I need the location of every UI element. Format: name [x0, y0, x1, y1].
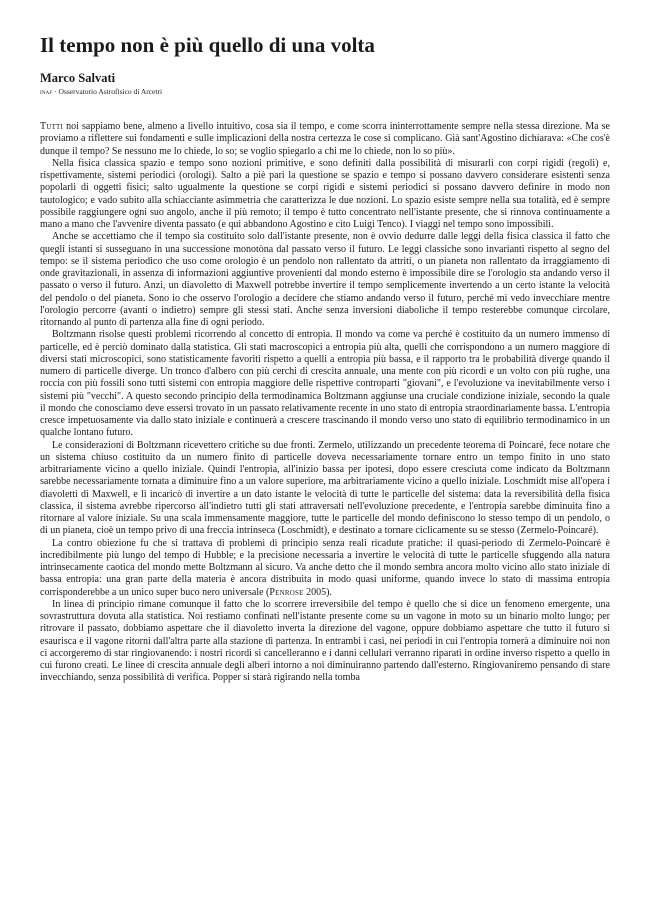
- affiliation-abbr: inaf: [40, 87, 53, 96]
- citation-author: Penrose: [269, 586, 304, 598]
- affiliation-separator: ·: [52, 87, 59, 96]
- lead-in-word: Tutti: [40, 121, 64, 132]
- paragraph-5: Le considerazioni di Boltzmann ricevettero critiche su due fronti. Zermelo, utilizzando un precedente teorema di Poincaré, fece notare che un sistema chiuso costituito da un numero finito di particelle doveva necessariamente tornare entro un tempo finito in uno stato arbitrariamente vicino a quello iniziale. Quindi l'entropia, all'inizio bassa per ipotesi, dopo essere cresciuta come indicato da Boltzmann sarebbe necessariamente tornata a diminuire fino a un valore superiore, ma arbitrariamente vicino a quello iniziale. Loschmidt mise all'opera i diavoletti di Maxwell, e li incaricò di invertire a un dato istante le velocità di tutte le particelle del sistema: data la reversibilità della fisica classica, il sistema avrebbe ripercorso all'indietro tutti gli stati attraversati nell'evoluzione precedente, e l'entropia sarebbe diminuita fino a ritornare al valore iniziale. Su una scala immensamente maggiore, tutte le particelle del mondo definiscono lo stesso tempo di un pendolo, o di un pianeta, cioè un tempo privo di una freccia intrinseca (Loschmidt), e destinato a tornare ciclicamente su se stesso (Zermelo-Poincaré).: [40, 439, 610, 537]
- article-body: [40, 121, 610, 685]
- affiliation-name: Osservatorio Astrofisico di Arcetri: [58, 87, 163, 96]
- paragraph-7: In linea di principio rimane comunque il fatto che lo scorrere irreversibile del tempo è quello che si dice un fenomeno emergente, una sovrastruttura dovuta alla statistica. Noi restiamo confinati nell'istante presente come su un vagone in moto su un binario molto lungo; per ritrovare il passato, dobbiamo aspettare che il diavoletto inverta la direzione del vagone, oppure dobbiamo aspettare che tutto il futuro si esaurisca e il vagone ritorni dall'altra parte alla stazione di partenza. In entrambi i casi, nei periodi in cui l'entropia tornerà a diminuire noi non ci accorgeremo di star ringiovanendo: i nostri ricordi si cancelleranno e i danni cellulari verranno riparati in ordine inverso rispetto a quello in cui furono creati. Le linee di crescita annuale degli alberi intorno a noi diminuiranno partendo dall'esterno. Ringiovaniremo pensando di stare invecchiando, senza possibilità di verifica. Popper si starà rigirando nella tomba: [40, 598, 610, 684]
- paragraph-3: Anche se accettiamo che il tempo sia costituito solo dall'istante presente, non è ovvio dedurre dalle leggi della fisica classica il fatto che quegli istanti si susseguano in una successione monotòna dal passato verso il futuro. Le leggi classiche sono invarianti rispetto al segno del tempo: se il sistema periodico che uso come orologio è un pendolo non rallentato da attriti, o un pianeta non rallentato da irraggiamento di onde gravitazionali, in assenza di informazioni aggiuntive provenienti dal mondo esterno è impossibile dire se l'orologio sta andando verso il passato o verso il futuro. Anzi, un diavoletto di Maxwell potrebbe invertire il tempo semplicemente invertendo a un certo istante la velocità del pendolo o del pianeta. Sono io che osservo l'orologio a decidere che stiamo andando verso il futuro, perché mi vedo invecchiare mentre l'orologio percorre (avanti o indietro) sempre gli stessi stati. Anche senza inversioni diaboliche il tempo resterebbe comunque circolare, ritornando al punto di partenza alla fine di ogni periodo.: [40, 231, 610, 328]
- paragraph-2: Nella fisica classica spazio e tempo sono nozioni primitive, e sono definiti dalla possibilità di misurarli con corpi rigidi (regoli) e, rispettivamente, sistemi periodici (orologi). Salto a piè pari la questione se spazio e tempo si possano davvero considerare esistenti senza popolarli di oggetti fisici; salto ugualmente la questione se corpi rigidi e sistemi periodici si possano davvero definire in modo non tautologico; e vado subito alla schiacciante asimmetria che caratterizza le due nozioni. Lo spazio esiste sempre nella sua totalità, ed è sempre possibile raggiungere ogni suo angolo, anche il più remoto; il tempo è tutto concentrato nell'istante presente, che si rinnova continuamente a mano a mano che l'avvenire diventa passato (e qui abbandono Agostino e cito Luigi Tenco). I viaggi nel tempo sono impossibili.: [40, 157, 610, 230]
- paragraph-4: Boltzmann risolse questi problemi ricorrendo al concetto di entropia. Il mondo va come va perché è costituito da un numero immenso di particelle, ed è perciò dominato dalla statistica. Gli stati macroscopici a entropia più alta, quelli che corrispondono a un numero maggiore di diversi stati microscopici, sono statisticamente favoriti rispetto a quelli a entropia più bassa, e il rapporto tra le probabilità diverge quando il numero di particelle diverge. Un tronco d'albero con più cerchi di crescita annuale, una mente con più ricordi e un volto con più rughe, una roccia con più fossili sono tutti sistemi con entropia maggiore delle rispettive controparti "giovani", e l'evoluzione va inevitabilmente verso i sistemi più "vecchi". A questo secondo principio della termodinamica Boltzmann aggiunse una cruciale condizione iniziale, secondo la quale il mondo che conosciamo deve essersi trovato in un passato relativamente recente in uno stato di entropia straordinariamente bassa. L'entropia cresce impetuosamente via dallo stato iniziale e continuerà a crescere trascinando il mondo verso uno stato di equilibrio termodinamico in un qualche lontano futuro.: [40, 329, 610, 439]
- paragraph-1: Tutti noi sappiamo bene, almeno a livello intuitivo, cosa sia il tempo, e come scorra ininterrottamente sempre nella stessa direzione. Ma se proviamo a riflettere sui fondamenti e sulle implicazioni della nostra certezza le cose si complicano. Già sant'Agostino dichiarava: «Che cos'è dunque il tempo? Se nessuno me lo chiede, lo so; se voglio spiegarlo a chi me lo chiede, non lo so più».: [40, 121, 610, 157]
- paragraph-6: La contro obiezione fu che si trattava di problemi di principio senza reali ricadute pratiche: il quasi-periodo di Zermelo-Poincaré è incredibilmente più lungo del tempo di Hubble; e la precisione necessaria a invertire le velocità di tutte le particelle sfuggendo alla natura intrinsecamente caotica del mondo mette Boltzmann al sicuro. Va anche detto che il mondo sembra ancora molto vicino allo stato iniziale di bassa entropia: una gran parte della materia è ancora distribuita in modo quasi uniforme, quando invece lo stato di massima entropia corrisponderebbe a un unico super buco nero universale (Penrose 2005).: [40, 537, 610, 598]
- author-affiliation: [40, 87, 610, 97]
- author-name: Marco Salvati: [40, 71, 116, 85]
- article-title: Il tempo non è più quello di una volta: [40, 33, 375, 57]
